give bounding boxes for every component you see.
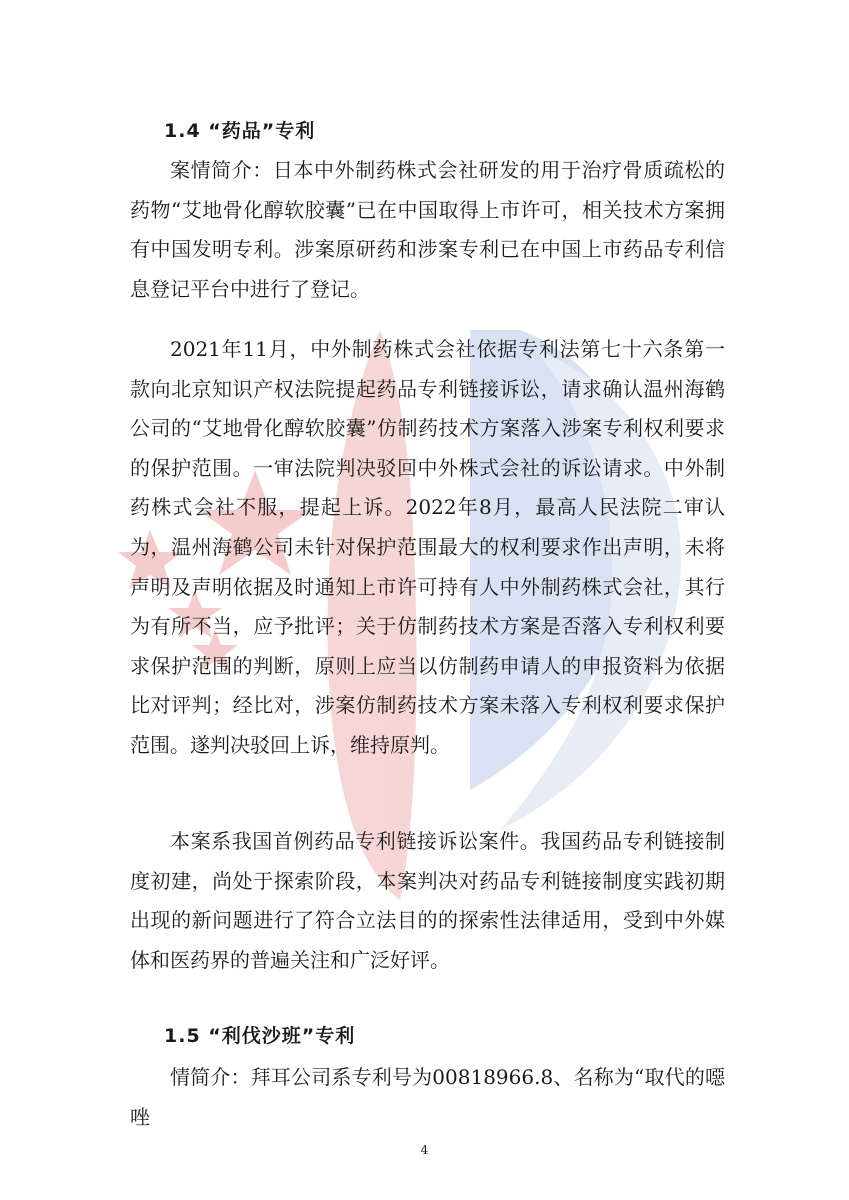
paragraph-significance: 本案系我国首例药品专利链接诉讼案件。我国药品专利链接制度初建，尚处于探索阶段，本案判决对药品专利链接制度实践初期出现的新问题进行了符合立法目的的探索性法律适用，受到中外媒体和医药界的普遍关注和广泛好评。 — [130, 829, 725, 972]
section-heading-1-5: 1.5 “利伐沙班”专利 — [164, 1025, 356, 1047]
paragraph-litigation: 2021年11月，中外制药株式会社依据专利法第七十六条第一款向北京知识产权法院提起药品专利链接诉讼，请求确认温州海鹤公司的“艾地骨化醇软胶囊”仿制药技术方案落入涉案专利权利要求的保护范围。一审法院判决驳回中外株式会社的诉讼请求。中外制药株式会社不服，提起上诉。2022年8月，最高人民法院二审认为，温州海鹤公司未针对保护范围最大的权利要求作出声明，未将声明及声明依据及时通知上市许可持有人中外制药株式会社，其行为有所不当，应予批评；关于仿制药技术方案是否落入专利权利要求保护范围的判断，原则上应当以仿制药申请人的申报资料为依据比对评判；经比对，涉案仿制药技术方案未落入专利权利要求保护范围。遂判决驳回上诉，维持原判。 — [130, 337, 725, 757]
page-number: 4 — [420, 1143, 429, 1157]
section-heading-1-4: 1.4 “药品”专利 — [164, 120, 316, 142]
paragraph-case-summary: 案情简介：日本中外制药株式会社研发的用于治疗骨质疏松的药物“艾地骨化醇软胶囊”已在中国取得上市许可，相关技术方案拥有中国发明专利。涉案原研药和涉案专利已在中国上市药品专利信息登记平台中进行了登记。 — [130, 158, 725, 301]
paragraph-case-summary-2: 情简介：拜耳公司系专利号为00818966.8、名称为“取代的噁唑 — [130, 1065, 725, 1129]
